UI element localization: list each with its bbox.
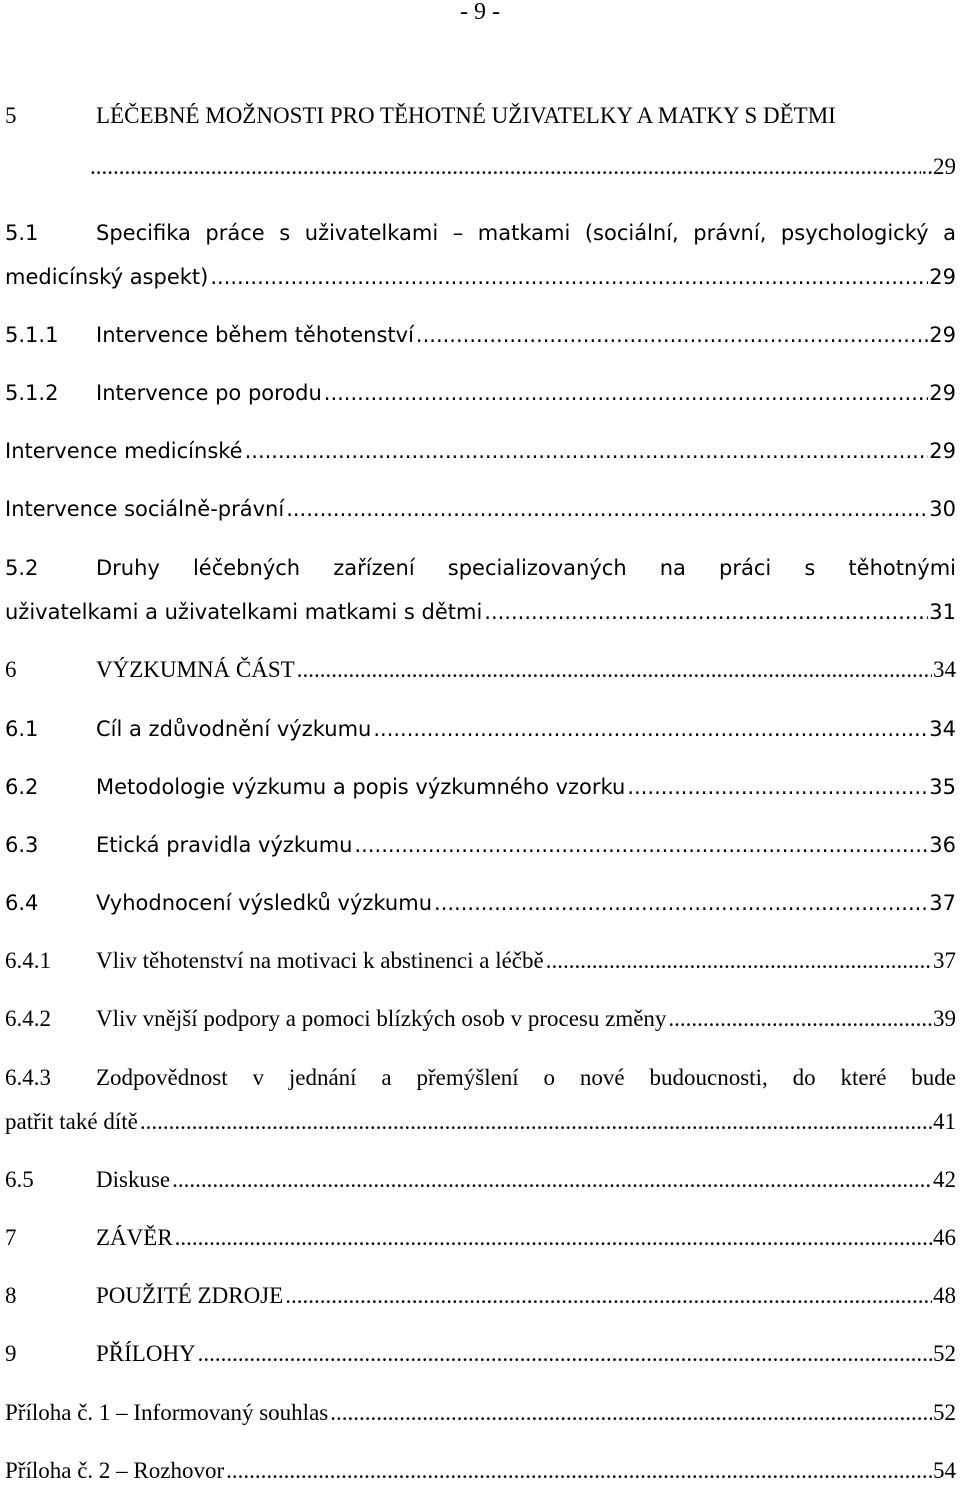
toc-entry-5-1[interactable] <box>5 211 956 303</box>
toc-entry-intervence-socialne-pravni[interactable] <box>5 487 956 531</box>
toc-number: 8 <box>5 1283 17 1308</box>
toc-entry-9[interactable] <box>5 1332 956 1376</box>
toc-entry-8[interactable] <box>5 1274 956 1318</box>
toc-leader <box>297 648 932 692</box>
toc-page: 29 <box>929 439 956 463</box>
toc-number: 7 <box>5 1225 17 1250</box>
toc-number: 6.4.3 <box>5 1065 51 1090</box>
toc-page: 48 <box>933 1283 956 1308</box>
toc-page: 37 <box>933 948 956 973</box>
toc-number: 6 <box>5 657 17 682</box>
toc-number: 6.4.1 <box>5 948 51 973</box>
toc-title: Diskuse <box>96 1167 171 1192</box>
toc-page: 37 <box>929 891 956 915</box>
toc-entry-6-4-1[interactable] <box>5 939 956 983</box>
toc-number: 9 <box>5 1341 17 1366</box>
toc-leader <box>210 255 928 299</box>
page-number: - 9 - <box>460 0 500 25</box>
toc-leader <box>330 1391 932 1435</box>
toc-leader <box>90 145 921 189</box>
toc-page: 42 <box>933 1167 956 1192</box>
toc-leader <box>286 487 928 531</box>
toc-leader <box>324 371 928 415</box>
toc-page: 52 <box>933 1400 956 1425</box>
toc-leader <box>198 1332 932 1376</box>
toc-number: 6.2 <box>5 775 39 799</box>
toc-page: 35 <box>929 775 956 799</box>
toc-title: Příloha č. 1 – Informovaný souhlas <box>5 1400 329 1425</box>
toc-page: 29 <box>929 381 956 405</box>
toc-leader <box>172 1158 932 1202</box>
toc-entry-6-2[interactable] <box>5 765 956 809</box>
toc-entry-6-4[interactable] <box>5 881 956 925</box>
toc-title-continued: uživatelkami a uživatelkami matkami s dětmi <box>5 600 483 624</box>
toc-title: Zodpovědnost v jednání a přemýšlení o nové budoucnosti, do které bude <box>96 1065 956 1090</box>
toc-leader <box>668 997 932 1041</box>
toc-number: 6.4 <box>5 891 39 915</box>
toc-title: Intervence během těhotenství <box>96 323 414 347</box>
toc-page: 34 <box>933 657 956 682</box>
toc-leader <box>245 429 929 473</box>
toc-page: ..29 <box>921 154 956 179</box>
toc-leader <box>355 823 929 867</box>
toc-entry-intervence-medicinske[interactable] <box>5 429 956 473</box>
toc-entry-5-1-1[interactable] <box>5 313 956 357</box>
toc-entry-6[interactable] <box>5 648 956 692</box>
toc-leader <box>285 1274 932 1318</box>
toc-leader <box>175 1216 932 1260</box>
toc-entry-5-1-2[interactable] <box>5 371 956 415</box>
toc-number: 6.5 <box>5 1167 34 1192</box>
toc-entry-6-4-2[interactable] <box>5 997 956 1041</box>
toc-title: Intervence medicínské <box>5 439 243 463</box>
toc-leader <box>226 1449 932 1493</box>
toc-title: Etická pravidla výzkumu <box>96 833 353 857</box>
toc-entry-6-1[interactable] <box>5 707 956 751</box>
toc-number: 6.3 <box>5 833 39 857</box>
toc-title: Vliv vnější podpory a pomoci blízkých osob v procesu změny <box>96 1006 667 1031</box>
toc-title: Cíl a zdůvodnění výzkumu <box>96 717 372 741</box>
toc-title: Příloha č. 2 – Rozhovor <box>5 1458 225 1483</box>
toc-page: 52 <box>933 1341 956 1366</box>
toc-entry-5[interactable] <box>5 94 956 186</box>
toc-title: POUŽITÉ ZDROJE <box>96 1283 284 1308</box>
toc-number: 6.4.2 <box>5 1006 51 1031</box>
toc-title: LÉČEBNÉ MOŽNOSTI PRO TĚHOTNÉ UŽIVATELKY A MATKY S DĚTMI <box>96 103 836 128</box>
toc-number: 5.2 <box>5 556 39 580</box>
toc-title: PŘÍLOHY <box>96 1341 196 1366</box>
toc-title: VÝZKUMNÁ ČÁST <box>96 657 295 682</box>
toc-leader <box>416 313 928 357</box>
toc-number: 5.1 <box>5 221 39 245</box>
toc-page: 36 <box>929 833 956 857</box>
toc-page: 39 <box>933 1006 956 1031</box>
toc-title-continued: patřit také dítě <box>5 1109 138 1134</box>
toc-title: Specifika práce s uživatelkami – matkami (sociální, právní, psychologický a <box>96 221 956 245</box>
toc-title: Vliv těhotenství na motivaci k abstinenci a léčbě <box>96 948 544 973</box>
toc-title: ZÁVĚR <box>96 1225 173 1250</box>
toc-page: 41 <box>933 1109 956 1134</box>
toc-number: 5.1.1 <box>5 323 59 347</box>
toc-page: 29 <box>929 265 956 289</box>
toc-title: Intervence sociálně-právní <box>5 497 285 521</box>
toc-title: Intervence po porodu <box>96 381 322 405</box>
toc-leader <box>373 707 928 751</box>
toc-number: 5.1.2 <box>5 381 59 405</box>
toc-entry-6-5[interactable] <box>5 1158 956 1202</box>
toc-page: 31 <box>929 600 956 624</box>
toc-entry-priloha-2[interactable] <box>5 1449 956 1493</box>
toc-entry-6-4-3[interactable] <box>5 1056 956 1148</box>
toc-page: 34 <box>929 717 956 741</box>
toc-leader <box>627 765 928 809</box>
toc-title: Metodologie výzkumu a popis výzkumného vzorku <box>96 775 626 799</box>
toc-entry-7[interactable] <box>5 1216 956 1260</box>
toc-leader <box>484 590 928 634</box>
toc-number: 6.1 <box>5 717 39 741</box>
toc-entry-5-2[interactable] <box>5 546 956 638</box>
toc-page: 29 <box>929 323 956 347</box>
toc-leader <box>140 1100 932 1144</box>
toc-number: 5 <box>5 103 17 128</box>
toc-leader <box>546 939 932 983</box>
toc-title: Druhy léčebných zařízení specializovaných na práci s těhotnými <box>96 556 956 580</box>
toc-entry-6-3[interactable] <box>5 823 956 867</box>
toc-page: 46 <box>933 1225 956 1250</box>
toc-page: 30 <box>929 497 956 521</box>
toc-leader <box>434 881 928 925</box>
toc-page: 54 <box>933 1458 956 1483</box>
toc-title: Vyhodnocení výsledků výzkumu <box>96 891 433 915</box>
toc-title-continued: medicínský aspekt) <box>5 265 209 289</box>
toc-entry-priloha-1[interactable] <box>5 1391 956 1435</box>
